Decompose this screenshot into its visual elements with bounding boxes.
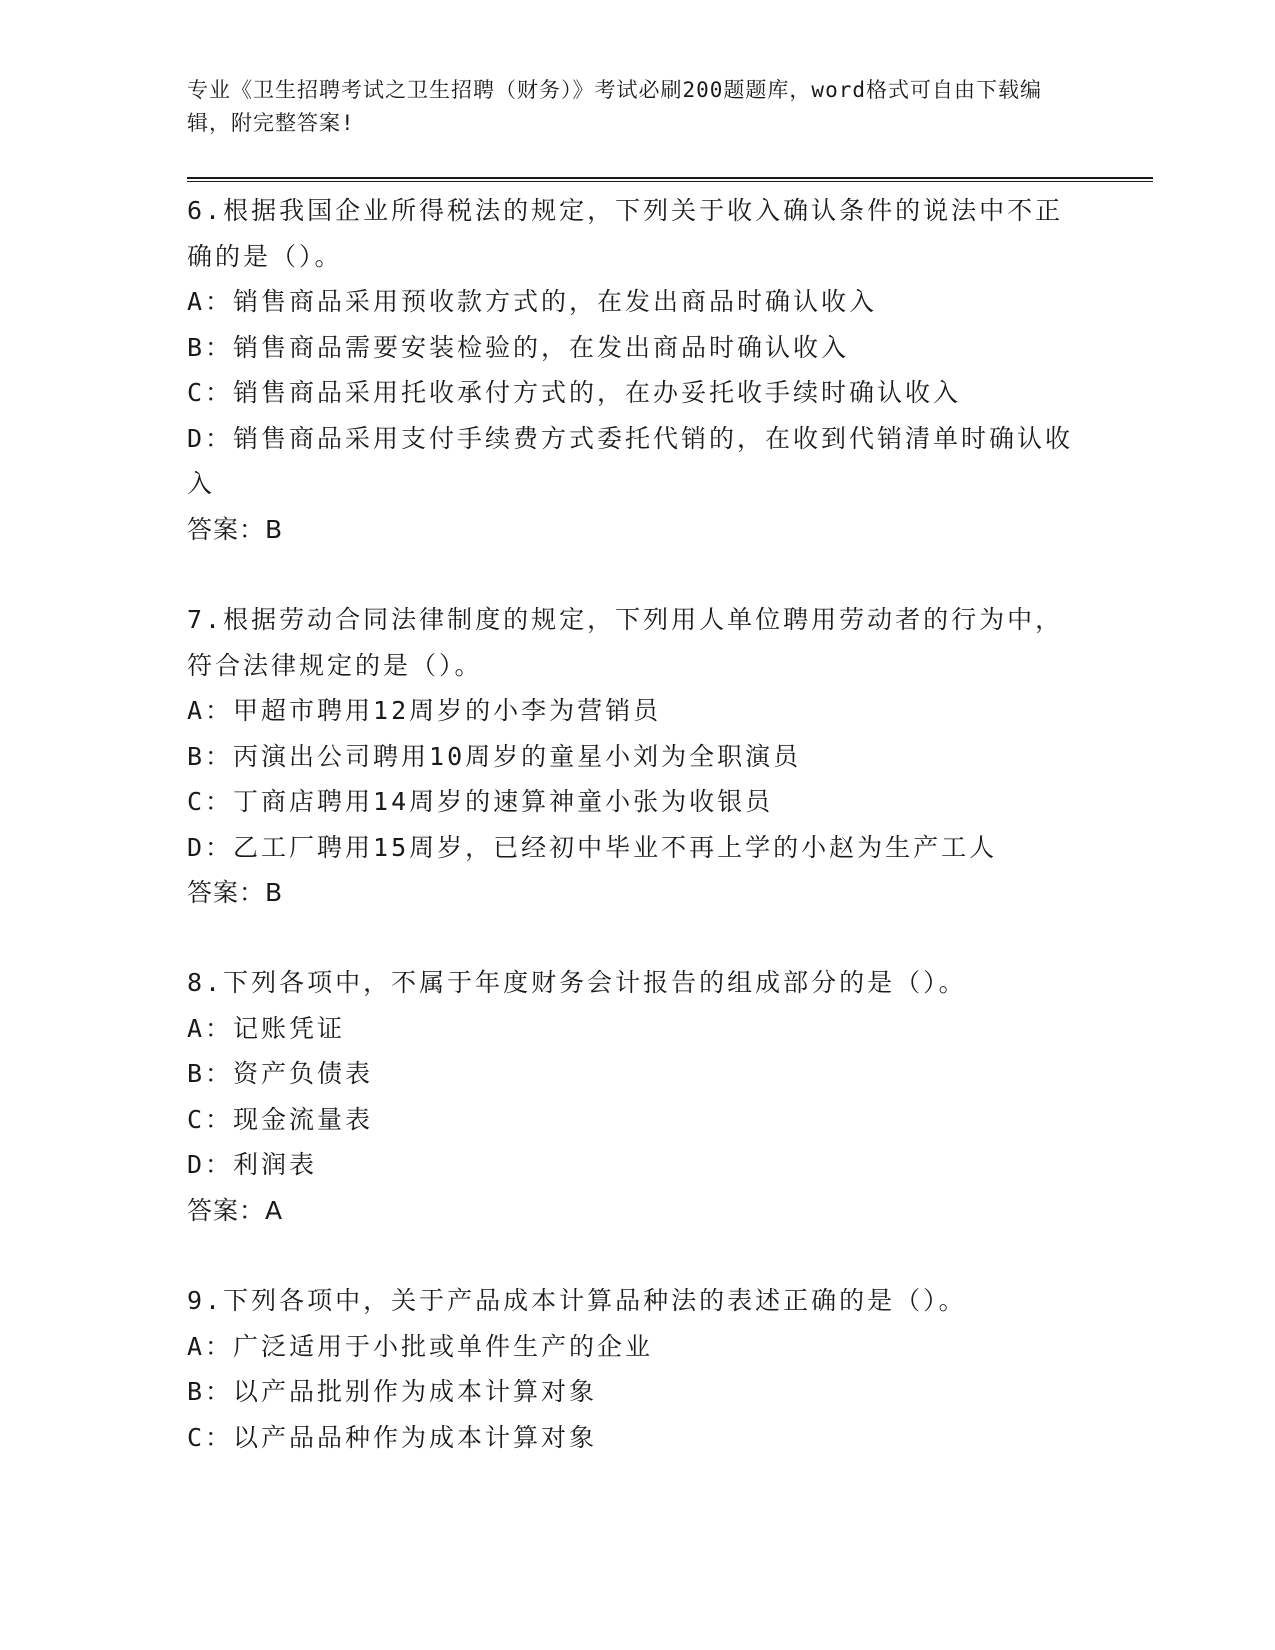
option-a: A：广泛适用于小批或单件生产的企业 bbox=[187, 1331, 654, 1361]
option-d: D：利润表 bbox=[187, 1150, 318, 1179]
option-c: C：丁商店聘用14周岁的速算神童小张为收银员 bbox=[187, 787, 774, 816]
option-b: B：销售商品需要安装检验的，在发出商品时确认收入 bbox=[187, 332, 850, 362]
question-stem: 9.下列各项中，关于产品成本计算品种法的表述正确的是（）。 bbox=[187, 1286, 967, 1315]
option-a: A：甲超市聘用12周岁的小李为营销员 bbox=[187, 696, 662, 725]
option-c: C：现金流量表 bbox=[187, 1104, 374, 1134]
option-d: D：乙工厂聘用15周岁，已经初中毕业不再上学的小赵为生产工人 bbox=[187, 832, 998, 862]
question-stem: 8.下列各项中，不属于年度财务会计报告的组成部分的是（）。 bbox=[187, 968, 967, 997]
question-stem: 7.根据劳动合同法律制度的规定，下列用人单位聘用劳动者的行为中，符合法律规定的是（）。 bbox=[187, 605, 1064, 680]
answer-line: 答案：B bbox=[187, 514, 284, 544]
option-b: B：丙演出公司聘用10周岁的童星小刘为全职演员 bbox=[187, 741, 802, 771]
option-d: D：销售商品采用支付手续费方式委托代销的，在收到代销清单时确认收入 bbox=[187, 423, 1074, 498]
question-stem: 6.根据我国企业所得税法的规定，下列关于收入确认条件的说法中不正确的是（）。 bbox=[187, 196, 1064, 271]
header-rule bbox=[187, 177, 1153, 182]
option-c: C：销售商品采用托收承付方式的，在办妥托收手续时确认收入 bbox=[187, 378, 962, 407]
question-block bbox=[187, 597, 1077, 916]
option-c: C：以产品品种作为成本计算对象 bbox=[187, 1422, 598, 1452]
question-block bbox=[187, 1278, 1077, 1460]
option-b: B：以产品批别作为成本计算对象 bbox=[187, 1377, 598, 1406]
page-header: 专业《卫生招聘考试之卫生招聘（财务）》考试必刷200题题库，word格式可自由下载编辑，附完整答案! bbox=[187, 78, 1042, 135]
answer-line: 答案：B bbox=[187, 878, 284, 907]
option-b: B：资产负债表 bbox=[187, 1059, 374, 1088]
answer-line: 答案：A bbox=[187, 1195, 284, 1225]
question-block bbox=[187, 188, 1077, 552]
question-block bbox=[187, 960, 1077, 1233]
option-a: A：记账凭证 bbox=[187, 1013, 346, 1043]
option-a: A：销售商品采用预收款方式的，在发出商品时确认收入 bbox=[187, 287, 878, 316]
